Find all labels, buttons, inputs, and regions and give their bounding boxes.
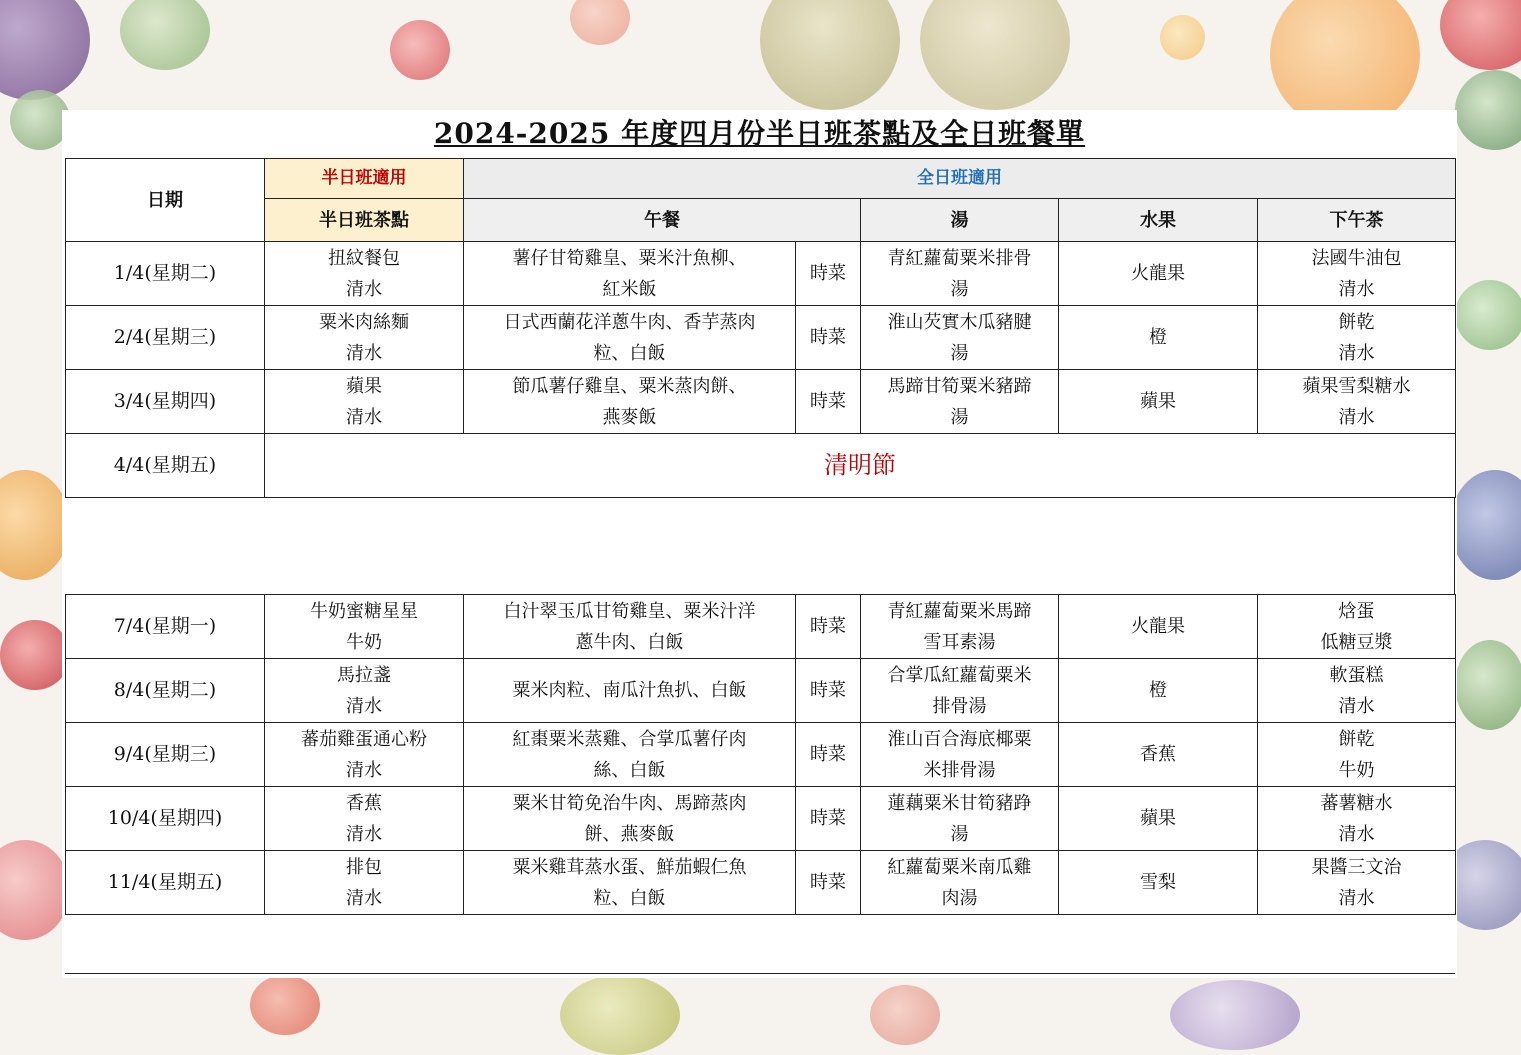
fruit-cell-line: 香蕉	[1140, 744, 1176, 765]
snack-cell	[265, 787, 464, 851]
date-cell	[66, 306, 265, 370]
snack-cell-line: 清水	[346, 406, 382, 428]
header-fruit: 水果	[1059, 199, 1258, 242]
date-cell	[66, 242, 265, 306]
tea-cell-line: 清水	[1338, 278, 1375, 300]
snack-cell-line: 粟米肉絲麵	[319, 311, 409, 333]
tea-cell-line: 清水	[1338, 695, 1375, 717]
mango-decoration	[0, 470, 70, 580]
soup-cell-line: 淮山百合海底椰粟	[887, 728, 1032, 750]
fruit-cell-line: 橙	[1149, 680, 1167, 701]
melon-decoration	[10, 90, 70, 150]
table-row	[66, 787, 1456, 851]
header-half-day: 半日班適用	[265, 159, 464, 199]
table-row	[66, 659, 1456, 723]
snack-cell-line: 清水	[346, 759, 382, 781]
header-full-day: 全日班適用	[464, 159, 1456, 199]
soup-cell-line: 紅蘿蔔粟米南瓜雞	[887, 856, 1032, 878]
fruit-cell-line: 火龍果	[1131, 263, 1185, 284]
soup-cell-line: 蓮藕粟米甘筍豬踭	[887, 792, 1032, 814]
snack-cell	[265, 370, 464, 434]
lunch-cell	[464, 723, 796, 787]
tea-cell-line: 餅乾	[1338, 311, 1375, 333]
lunch-cell	[464, 370, 796, 434]
lunch-cell-line: 粒、白飯	[593, 342, 666, 364]
pear-decoration	[920, 0, 1070, 110]
vegetable-cell-line: 時菜	[810, 680, 846, 701]
peach-decoration	[870, 985, 940, 1045]
soup-cell-line: 青紅蘿蔔粟米排骨	[887, 247, 1032, 269]
date-cell	[66, 851, 265, 915]
vegetable-cell	[796, 306, 861, 370]
snack-cell	[265, 242, 464, 306]
vegetable-cell-line: 時菜	[810, 263, 846, 284]
soup-cell	[861, 595, 1059, 659]
plum-decoration	[1170, 980, 1300, 1050]
lunch-cell-line: 粟米肉粒、南瓜汁魚扒、白飯	[512, 680, 747, 701]
berry-decoration	[390, 20, 450, 80]
menu-table-week2	[65, 594, 1456, 915]
tea-cell-line: 蕃薯糖水	[1320, 792, 1393, 814]
soup-cell-line: 青紅蘿蔔粟米馬蹄	[887, 600, 1032, 622]
tea-cell-line: 低糖豆漿	[1320, 631, 1393, 653]
table-row	[66, 370, 1456, 434]
lunch-cell	[464, 851, 796, 915]
date-cell	[66, 723, 265, 787]
fruit-cell	[1059, 306, 1258, 370]
vegetable-cell-line: 時菜	[810, 872, 846, 893]
lunch-cell-line: 節瓜薯仔雞皇、粟米蒸肉餅、	[512, 375, 747, 397]
date-cell	[66, 787, 265, 851]
lunch-cell-line: 餅、燕麥飯	[584, 823, 675, 845]
tea-cell-line: 清水	[1338, 342, 1375, 364]
melon-decoration	[1455, 280, 1521, 350]
vegetable-cell	[796, 851, 861, 915]
date-cell-line: 3/4(星期四)	[113, 390, 217, 412]
tea-cell-line: 清水	[1338, 406, 1375, 428]
date-cell-line: 1/4(星期二)	[113, 262, 217, 284]
vegetable-cell	[796, 787, 861, 851]
tea-cell	[1258, 370, 1456, 434]
table-row	[66, 851, 1456, 915]
strawberry-decoration	[0, 840, 70, 940]
lunch-cell	[464, 242, 796, 306]
lunch-cell	[464, 306, 796, 370]
soup-cell-line: 淮山芡實木瓜豬腱	[887, 311, 1032, 333]
snack-cell	[265, 595, 464, 659]
fruit-cell	[1059, 595, 1258, 659]
snack-cell-line: 清水	[346, 695, 382, 717]
tea-cell	[1258, 595, 1456, 659]
melon-decoration	[120, 0, 210, 70]
fruit-cell	[1059, 370, 1258, 434]
vegetable-cell-line: 時菜	[810, 391, 846, 412]
snack-cell-line: 排包	[346, 856, 382, 878]
plum-decoration	[1450, 470, 1521, 580]
tea-cell	[1258, 306, 1456, 370]
table-gap	[65, 498, 1455, 594]
berry-decoration	[250, 975, 320, 1035]
date-cell-line: 7/4(星期一)	[113, 615, 217, 637]
snack-cell-line: 馬拉盞	[337, 664, 391, 686]
soup-cell-line: 湯	[950, 278, 969, 300]
tea-cell-line: 軟蛋糕	[1329, 664, 1384, 686]
soup-cell-line: 馬蹄甘筍粟米豬蹄	[887, 375, 1032, 397]
lunch-cell	[464, 787, 796, 851]
soup-cell	[861, 787, 1059, 851]
soup-cell	[861, 370, 1059, 434]
tea-cell	[1258, 723, 1456, 787]
header-tea: 下午茶	[1258, 199, 1456, 242]
tea-cell	[1258, 851, 1456, 915]
vegetable-cell	[796, 370, 861, 434]
melon-decoration	[1455, 70, 1521, 150]
lunch-cell	[464, 595, 796, 659]
header-soup: 湯	[861, 199, 1059, 242]
fruit-cell-line: 蘋果	[1140, 391, 1176, 412]
menu-table-week1	[65, 158, 1456, 498]
lunch-cell-line: 燕麥飯	[602, 406, 657, 428]
page-title: 2024-2025 年度四月份半日班茶點及全日班餐單	[433, 117, 1086, 150]
vegetable-cell	[796, 723, 861, 787]
snack-cell-line: 清水	[346, 342, 382, 364]
tea-cell	[1258, 242, 1456, 306]
lunch-cell-line: 粟米雞茸蒸水蛋、鮮茄蝦仁魚	[512, 856, 747, 878]
lunch-cell-line: 白汁翠玉瓜甘筍雞皇、粟米汁洋	[503, 600, 756, 622]
snack-cell-line: 蕃茄雞蛋通心粉	[301, 728, 427, 750]
table-row	[66, 723, 1456, 787]
snack-cell-line: 清水	[346, 278, 382, 300]
pear-decoration	[760, 0, 900, 110]
snack-cell-line: 香蕉	[346, 792, 382, 814]
vegetable-cell	[796, 242, 861, 306]
fruit-cell-line: 橙	[1149, 327, 1167, 348]
date-cell-line: 9/4(星期三)	[113, 743, 217, 765]
soup-cell	[861, 723, 1059, 787]
soup-cell-line: 排骨湯	[932, 695, 987, 717]
date-cell	[66, 659, 265, 723]
table-row	[66, 595, 1456, 659]
fruit-cell-line: 蘋果	[1140, 808, 1176, 829]
date-cell-line: 10/4(星期四)	[107, 807, 223, 829]
soup-cell	[861, 851, 1059, 915]
soup-cell	[861, 242, 1059, 306]
pear-decoration	[560, 975, 680, 1055]
snack-cell-line: 牛奶蜜糖星星	[310, 600, 418, 622]
fruit-cell	[1059, 723, 1258, 787]
vegetable-cell-line: 時菜	[810, 616, 846, 637]
vegetable-cell-line: 時菜	[810, 744, 846, 765]
snack-cell-line: 清水	[346, 823, 382, 845]
vegetable-cell-line: 時菜	[810, 327, 846, 348]
soup-cell-line: 肉湯	[941, 887, 978, 909]
bottom-rule	[65, 973, 1455, 974]
header-half-snack: 半日班茶點	[265, 199, 464, 242]
lunch-cell-line: 絲、白飯	[593, 759, 666, 781]
tea-cell-line: 蘋果雪梨糖水	[1302, 375, 1411, 397]
table-row	[66, 242, 1456, 306]
lunch-cell	[464, 659, 796, 723]
holiday-label: 清明節	[265, 434, 1456, 498]
snack-cell-line: 清水	[346, 887, 382, 909]
fruit-cell	[1059, 242, 1258, 306]
lunch-cell-line: 薯仔甘筍雞皇、粟米汁魚柳、	[512, 247, 747, 269]
lunch-cell-line: 粟米甘筍免治牛肉、馬蹄蒸肉	[512, 792, 747, 814]
table-row	[66, 306, 1456, 370]
lunch-cell-line: 粒、白飯	[593, 887, 666, 909]
tea-cell-line: 法國牛油包	[1311, 247, 1402, 269]
soup-cell-line: 米排骨湯	[923, 759, 996, 781]
snack-cell-line: 扭紋餐包	[328, 247, 400, 269]
tea-cell	[1258, 787, 1456, 851]
header-date: 日期	[66, 159, 265, 242]
fruit-cell	[1059, 787, 1258, 851]
lunch-cell-line: 日式西蘭花洋蔥牛肉、香芋蒸肉	[503, 311, 756, 333]
vegetable-cell	[796, 659, 861, 723]
tea-cell-line: 清水	[1338, 887, 1375, 909]
fruit-cell-line: 雪梨	[1140, 872, 1176, 893]
soup-cell	[861, 659, 1059, 723]
lunch-cell-line: 蔥牛肉、白飯	[575, 631, 684, 653]
soup-cell-line: 湯	[950, 342, 969, 364]
snack-cell	[265, 723, 464, 787]
soup-cell-line: 湯	[950, 823, 969, 845]
snack-cell-line: 蘋果	[346, 375, 382, 397]
vegetable-cell	[796, 595, 861, 659]
tea-cell-line: 焓蛋	[1338, 600, 1375, 622]
holiday-date: 4/4(星期五)	[66, 434, 265, 498]
date-cell	[66, 370, 265, 434]
melon-decoration	[1455, 640, 1521, 730]
cherry-decoration	[0, 620, 70, 690]
soup-cell	[861, 306, 1059, 370]
fruit-cell	[1059, 851, 1258, 915]
lunch-cell-line: 紅米飯	[602, 278, 657, 300]
tea-cell-line: 餅乾	[1338, 728, 1375, 750]
date-cell	[66, 595, 265, 659]
cherry-decoration	[1440, 0, 1521, 70]
tea-cell-line: 牛奶	[1338, 759, 1375, 781]
soup-cell-line: 雪耳素湯	[923, 631, 996, 653]
tea-cell	[1258, 659, 1456, 723]
plum-decoration	[0, 0, 90, 100]
soup-cell-line: 湯	[950, 406, 969, 428]
snack-cell	[265, 659, 464, 723]
date-cell-line: 11/4(星期五)	[107, 871, 223, 893]
strawberry-decoration	[570, 0, 630, 45]
date-cell-line: 2/4(星期三)	[113, 326, 217, 348]
snack-cell-line: 牛奶	[346, 631, 382, 653]
snack-cell	[265, 851, 464, 915]
vegetable-cell-line: 時菜	[810, 808, 846, 829]
tea-cell-line: 清水	[1338, 823, 1375, 845]
lunch-cell-line: 紅棗粟米蒸雞、合掌瓜薯仔肉	[512, 728, 747, 750]
apricot-decoration	[1160, 15, 1205, 60]
snack-cell	[265, 306, 464, 370]
tea-cell-line: 果醬三文治	[1311, 856, 1402, 878]
date-cell-line: 8/4(星期二)	[113, 679, 217, 701]
fruit-cell	[1059, 659, 1258, 723]
soup-cell-line: 合掌瓜紅蘿蔔粟米	[887, 664, 1032, 686]
fruit-cell-line: 火龍果	[1131, 616, 1185, 637]
header-lunch: 午餐	[464, 199, 861, 242]
